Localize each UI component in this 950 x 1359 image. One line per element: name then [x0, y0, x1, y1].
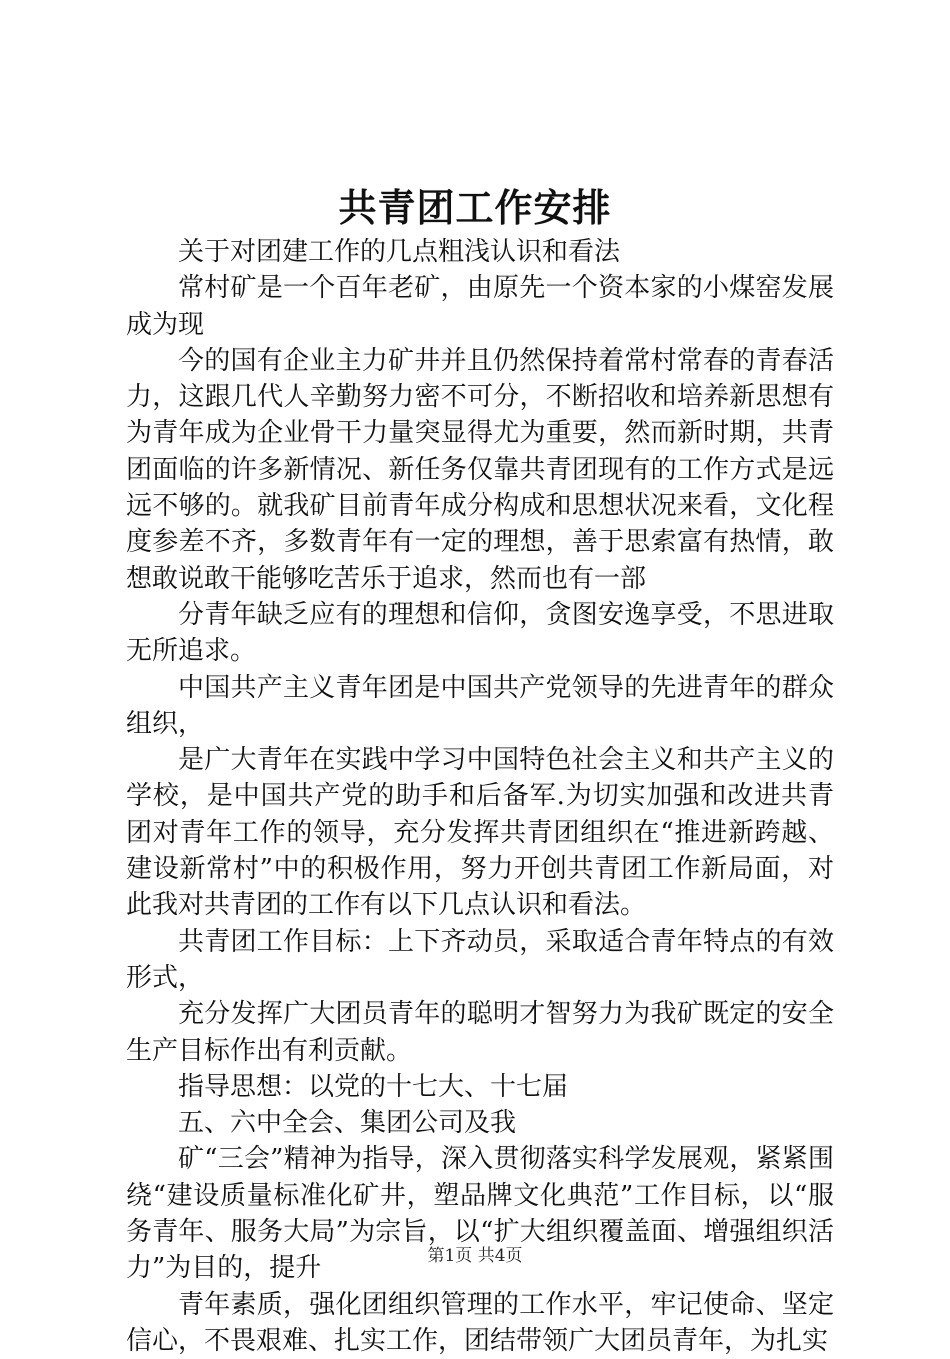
paragraph: 青年素质，强化团组织管理的工作水平，牢记使命、坚定信心，不畏艰难、扎实工作，团结带领广大团员青年，为扎实 — [126, 1289, 834, 1356]
paragraph: 关于对团建工作的几点粗浅认识和看法 — [178, 237, 621, 267]
paragraph: 常村矿是一个百年老矿，由原先一个资本家的小煤窑发展成为现 — [126, 273, 834, 340]
document-title: 共青团工作安排 — [338, 185, 612, 230]
paragraph: 充分发挥广大团员青年的聪明才智努力为我矿既定的安全生产目标作出有利贡献。 — [126, 999, 834, 1066]
paragraph: 矿“三会”精神为指导，深入贯彻落实科学发展观，紧紧围绕“建设质量标准化矿井，塑品牌文化典范”工作目标，以“服务青年、服务大局”为宗旨，以“扩大组织覆盖面、增强组织活力”为目的，提升 — [126, 1144, 834, 1284]
paragraph: 中国共产主义青年团是中国共产党领导的先进青年的群众组织， — [126, 672, 834, 739]
paragraph: 今的国有企业主力矿井并且仍然保持着常村常春的青春活力，这跟几代人辛勤努力密不可分，不断招收和培养新思想有为青年成为企业骨干力量突显得尤为重要，然而新时期，共青团面临的许多新情况、新任务仅靠共青团现有的工作方式是远远不够的。就我矿目前青年成分构成和思想状况来看，文化程度参差不齐，多数青年有一定的理想，善于思索富有热情，敢想敢说敢干能够吃苦乐于追求，然而也有一部 — [126, 345, 834, 594]
paragraph: 是广大青年在实践中学习中国特色社会主义和共产主义的学校，是中国共产党的助手和后备军.为切实加强和改进共青团对青年工作的领导，充分发挥共青团组织在“推进新跨越、建设新常村”中的积极作用，努力开创共青团工作新局面，对此我对共青团的工作有以下几点认识和看法。 — [126, 745, 834, 921]
page-number-footer: 第1页 共4页 — [427, 1246, 523, 1266]
paragraph: 五、六中全会、集团公司及我 — [178, 1108, 517, 1139]
paragraph: 指导思想：以党的十七大、十七届 — [178, 1071, 569, 1102]
paragraph: 分青年缺乏应有的理想和信仰，贪图安逸享受，不思进取无所追求。 — [126, 599, 834, 667]
document-body — [126, 234, 834, 1359]
paragraph: 共青团工作目标：上下齐动员，采取适合青年特点的有效形式， — [126, 926, 834, 993]
